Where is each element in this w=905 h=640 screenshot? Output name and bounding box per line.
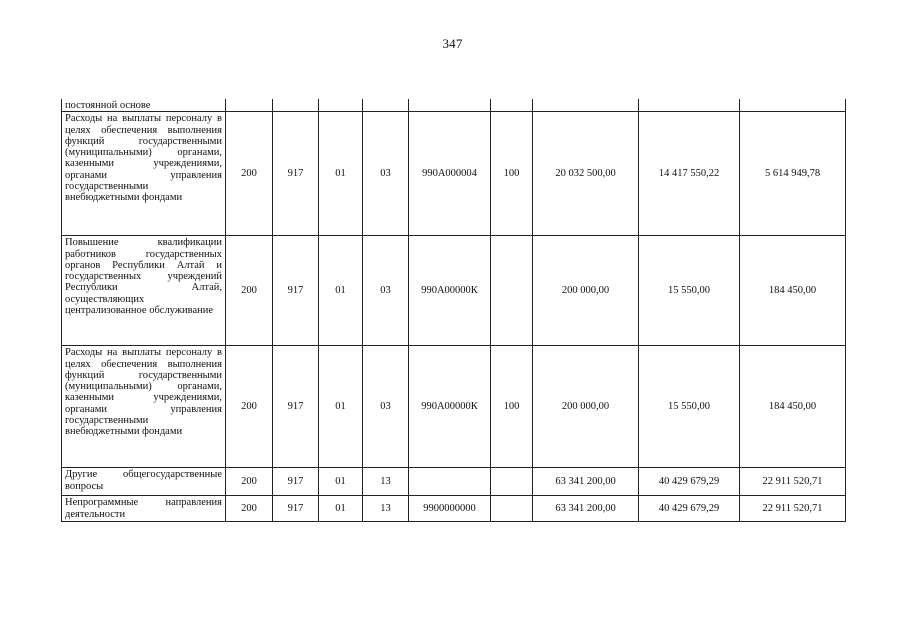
empty-cell [273,99,319,112]
remainder-cell: 5 614 949,78 [740,112,846,236]
section-cell: 01 [319,236,363,346]
plan-cell: 63 341 200,00 [533,468,639,496]
admin-cell: 200 [226,112,273,236]
empty-cell [639,99,740,112]
table-row [62,236,846,346]
executed-cell: 40 429 679,29 [639,496,740,522]
code-cell: 917 [273,468,319,496]
subsection-cell: 13 [363,468,409,496]
plan-cell: 200 000,00 [533,236,639,346]
empty-cell [533,99,639,112]
empty-cell [740,99,846,112]
target-cell: 9900000000 [409,496,491,522]
table-row [62,496,846,522]
row-name-cell: постоянной основе [62,99,226,112]
plan-cell: 200 000,00 [533,346,639,468]
budget-table [61,99,846,522]
section-cell: 01 [319,112,363,236]
table-row-continuation [62,99,846,112]
remainder-cell: 22 911 520,71 [740,496,846,522]
remainder-cell: 22 911 520,71 [740,468,846,496]
executed-cell: 40 429 679,29 [639,468,740,496]
row-name-cell: Повышение квалификации работников государственных органов Республики Алтай и государственных учреждений Республики Алтай, осуществляющих централизованное обслуживание [62,236,226,346]
executed-cell: 14 417 550,22 [639,112,740,236]
empty-cell [319,99,363,112]
executed-cell: 15 550,00 [639,346,740,468]
section-cell: 01 [319,346,363,468]
plan-cell: 63 341 200,00 [533,496,639,522]
empty-cell [409,99,491,112]
expense-type-cell [491,468,533,496]
expense-type-cell: 100 [491,346,533,468]
admin-cell: 200 [226,236,273,346]
executed-cell: 15 550,00 [639,236,740,346]
empty-cell [226,99,273,112]
row-name-cell: Другие общегосударственные вопросы [62,468,226,496]
page-number: 347 [442,36,463,51]
subsection-cell: 13 [363,496,409,522]
section-cell: 01 [319,496,363,522]
row-name-cell: Расходы на выплаты персоналу в целях обеспечения выполнения функций государственными (муниципальными) органами, казенными учреждениями, органами управления государственными внебюджетными фондами [62,346,226,468]
table-row [62,468,846,496]
admin-cell: 200 [226,468,273,496]
expense-type-cell [491,496,533,522]
expense-type-cell: 100 [491,112,533,236]
subsection-cell: 03 [363,112,409,236]
empty-cell [491,99,533,112]
remainder-cell: 184 450,00 [740,236,846,346]
plan-cell: 20 032 500,00 [533,112,639,236]
code-cell: 917 [273,496,319,522]
code-cell: 917 [273,112,319,236]
section-cell: 01 [319,468,363,496]
subsection-cell: 03 [363,346,409,468]
admin-cell: 200 [226,496,273,522]
target-cell [409,468,491,496]
remainder-cell: 184 450,00 [740,346,846,468]
row-name-cell: Расходы на выплаты персоналу в целях обеспечения выполнения функций государственными (муниципальными) органами, казенными учреждениями, органами управления государственными внебюджетными фондами [62,112,226,236]
code-cell: 917 [273,346,319,468]
table-row [62,346,846,468]
subsection-cell: 03 [363,236,409,346]
row-name-cell: Непрограммные направления деятельности [62,496,226,522]
expense-type-cell [491,236,533,346]
target-cell: 990А00000К [409,346,491,468]
table-row [62,112,846,236]
admin-cell: 200 [226,346,273,468]
target-cell: 990А000004 [409,112,491,236]
target-cell: 990А00000К [409,236,491,346]
empty-cell [363,99,409,112]
code-cell: 917 [273,236,319,346]
